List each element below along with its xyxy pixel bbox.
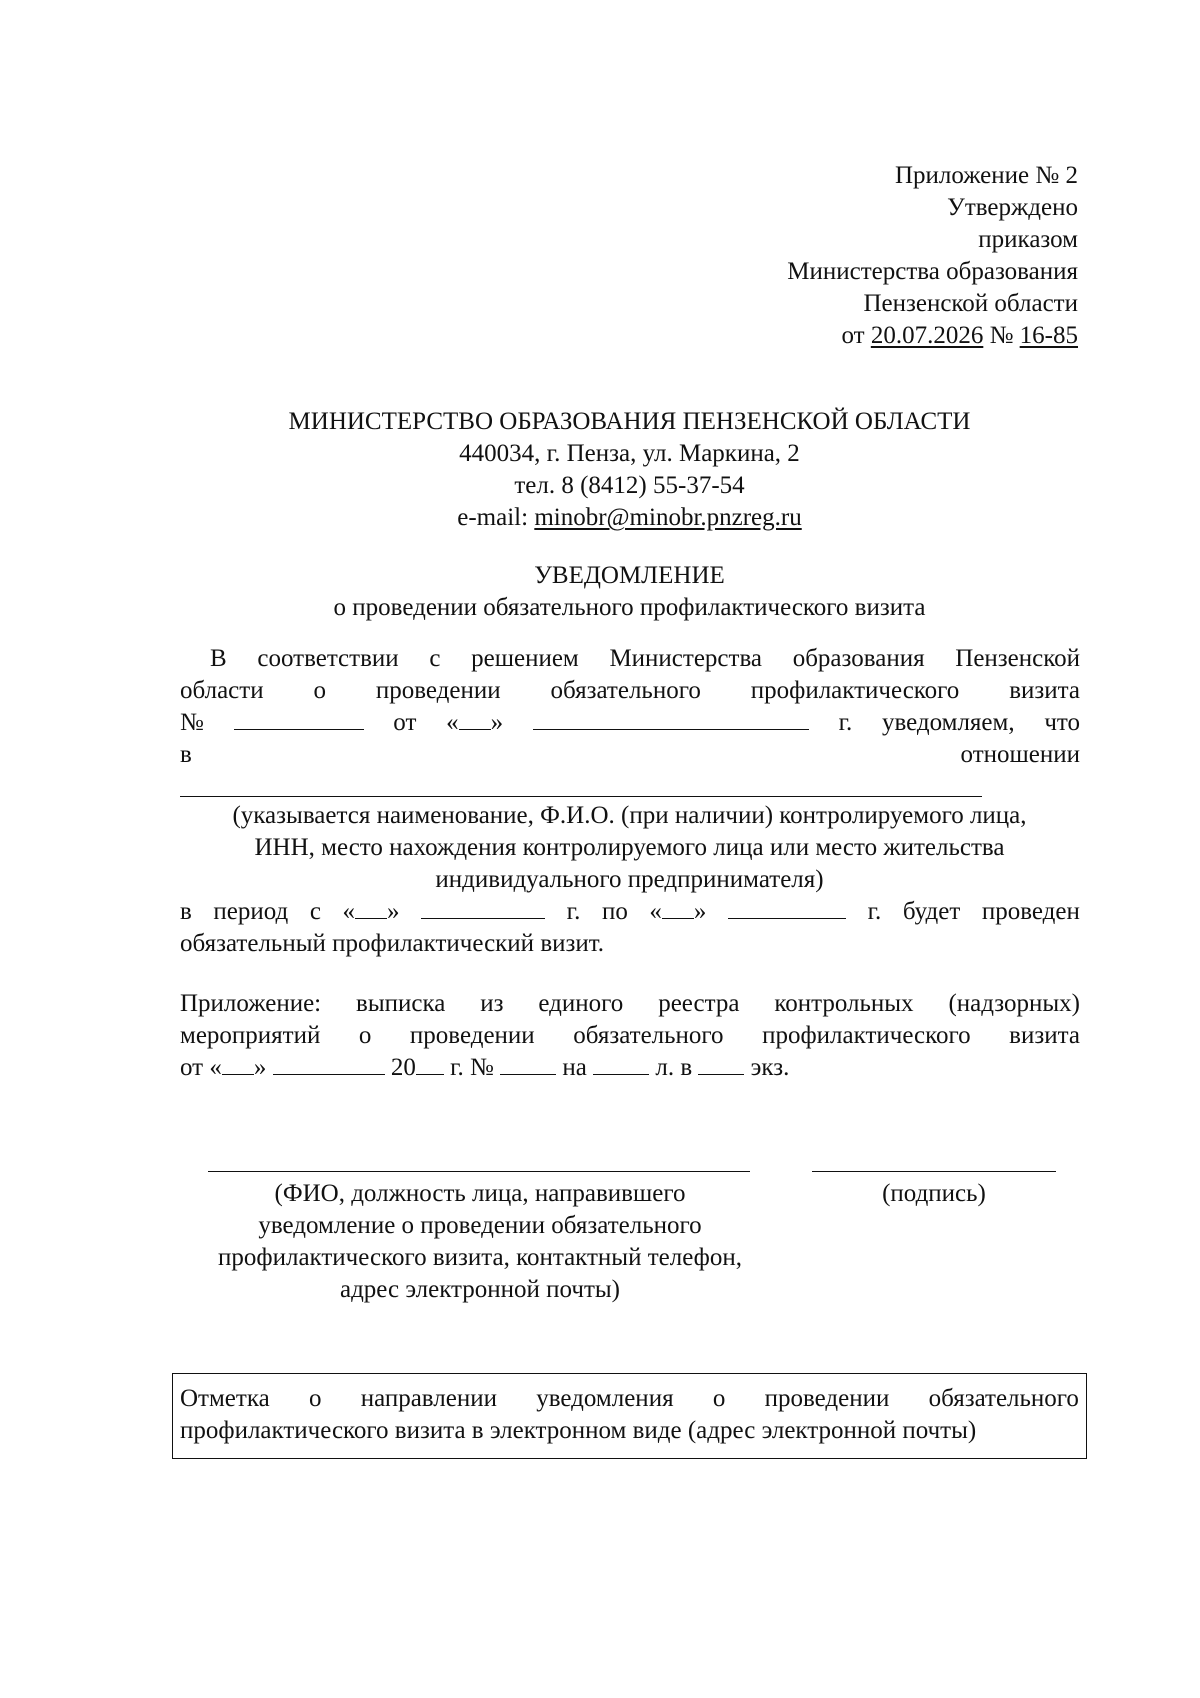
fio-caption (160, 1178, 800, 1306)
word: что (1044, 709, 1080, 736)
approval-order: приказом (978, 226, 1078, 253)
approval-number: 16-85 (1019, 322, 1078, 349)
start-month-blank[interactable] (421, 896, 545, 919)
word: на (562, 1054, 587, 1081)
controlled-person-blank[interactable] (180, 796, 982, 797)
decision-number-blank[interactable] (234, 707, 364, 730)
word: проведении (409, 1022, 535, 1049)
word: визита (1009, 677, 1080, 704)
word: г. (566, 898, 581, 925)
fio-caption-line: профилактического визита, контактный телефон, (218, 1244, 742, 1271)
word: Отметка (180, 1385, 270, 1412)
word: направлении (360, 1385, 497, 1412)
approval-date: 20.07.2026 (870, 322, 984, 349)
word: обязательного (928, 1385, 1079, 1412)
attachment-line-3 (180, 1052, 1080, 1084)
quote: « (342, 898, 356, 925)
word: г. (450, 1054, 464, 1081)
attachment-line-1 (180, 988, 1080, 1020)
decision-line-2 (180, 675, 1080, 707)
extract-year-blank[interactable] (416, 1052, 444, 1075)
extract-month-blank[interactable] (273, 1052, 385, 1075)
word: период (213, 898, 289, 925)
word: (надзорных) (948, 990, 1080, 1017)
word: л. в (655, 1054, 693, 1081)
word: в (180, 898, 192, 925)
word: проведен (981, 898, 1080, 925)
sheets-count-blank[interactable] (593, 1052, 649, 1075)
hint-line: (указывается наименование, Ф.И.О. (при наличии) контролируемого лица, (232, 802, 1027, 829)
month-blank[interactable] (533, 707, 809, 730)
word: образования (792, 645, 925, 672)
word: Пензенской (955, 645, 1080, 672)
notice-subtitle: о проведении обязательного профилактического визита (333, 594, 926, 621)
word: области (180, 677, 264, 704)
electronic-mark-text (180, 1383, 1079, 1447)
approval-from: от (841, 322, 865, 349)
word: Министерства (609, 645, 763, 672)
approval-ministry: Министерства образования (787, 258, 1078, 285)
decision-line-1 (180, 643, 1080, 675)
word: от (393, 709, 417, 736)
extract-day-blank[interactable] (222, 1052, 254, 1075)
word: визита (1009, 1022, 1080, 1049)
word: от (180, 1054, 204, 1081)
start-day-field (343, 896, 400, 928)
approval-block (600, 160, 1078, 352)
quote: » (693, 898, 707, 925)
period-paragraph (180, 896, 1080, 960)
notice-header (172, 560, 1087, 624)
controlled-person-hint (172, 800, 1087, 896)
quote: « (209, 1054, 222, 1081)
approval-num-sign: № (989, 322, 1014, 349)
quote: » (490, 709, 504, 736)
word: г. (867, 898, 882, 925)
signature-line[interactable] (812, 1171, 1056, 1172)
word: о (313, 677, 326, 704)
hint-line: ИНН, место нахождения контролируемого лица или место жительства (254, 834, 1005, 861)
word: мероприятий (180, 1022, 321, 1049)
word: в (180, 741, 192, 768)
mark-line-1 (180, 1383, 1079, 1415)
start-day-blank[interactable] (355, 896, 387, 919)
extract-number-blank[interactable] (500, 1052, 556, 1075)
word: из (480, 990, 504, 1017)
period-line-2: обязательный профилактический визит. (180, 930, 605, 957)
word: с (309, 898, 321, 925)
quote: » (253, 1054, 267, 1081)
org-header (172, 406, 1087, 534)
word: профилактического (750, 677, 960, 704)
approval-date-line (600, 320, 1078, 352)
word: о (308, 1385, 322, 1412)
org-name: МИНИСТЕРСТВО ОБРАЗОВАНИЯ ПЕНЗЕНСКОЙ ОБЛАСТИ (288, 408, 971, 435)
fio-caption-line: (ФИО, должность лица, направившего (274, 1180, 686, 1207)
word: Приложение: (180, 990, 322, 1017)
approval-appendix: Приложение № 2 (894, 162, 1078, 189)
word: В (210, 645, 227, 672)
fio-signature-line[interactable] (208, 1171, 750, 1172)
org-email-label: e-mail: (457, 504, 529, 531)
word: уведомления (536, 1385, 674, 1412)
word: профилактического (762, 1022, 971, 1049)
electronic-mark-box (172, 1373, 1087, 1459)
word: проведении (764, 1385, 890, 1412)
word: проведении (375, 677, 501, 704)
word: 20 (390, 1054, 416, 1081)
word: г. (838, 709, 853, 736)
day-field (446, 707, 503, 739)
attachment-line-2 (180, 1020, 1080, 1052)
word: отношении (960, 741, 1080, 768)
decision-line-4 (180, 739, 1080, 771)
end-day-field (649, 896, 706, 928)
word: о (358, 1022, 372, 1049)
org-email-link[interactable]: minobr@minobr.pnzreg.ru (534, 504, 802, 531)
mark-line-2: профилактического визита в электронном виде (адрес электронной почты) (180, 1417, 977, 1444)
period-line-1 (180, 896, 1080, 928)
word: обязательного (550, 677, 701, 704)
decision-line-3 (180, 707, 1080, 739)
end-month-blank[interactable] (728, 896, 846, 919)
word: выписка (356, 990, 446, 1017)
approval-approved: Утверждено (947, 194, 1078, 221)
word: реестра (658, 990, 740, 1017)
word: с (429, 645, 441, 672)
quote: « (649, 898, 662, 925)
hint-line: индивидуального предпринимателя) (435, 866, 824, 893)
quote: » (387, 898, 400, 925)
num-sign: № (470, 1054, 494, 1081)
notice-title: УВЕДОМЛЕНИЕ (534, 562, 725, 589)
word: будет (902, 898, 961, 925)
word: обязательного (573, 1022, 724, 1049)
copies-count-blank[interactable] (698, 1052, 744, 1075)
num-sign: № (180, 709, 204, 736)
approval-region: Пензенской области (863, 290, 1078, 317)
end-day-blank[interactable] (662, 896, 694, 919)
day-blank[interactable] (459, 707, 491, 730)
org-email-line (172, 502, 1087, 534)
word: по (601, 898, 628, 925)
word: о (712, 1385, 726, 1412)
attachment-paragraph (180, 988, 1080, 1084)
fio-caption-line: адрес электронной почты) (339, 1276, 621, 1303)
fio-caption-line: уведомление о проведении обязательного (258, 1212, 702, 1239)
quote: « (446, 709, 459, 736)
word: соответствии (257, 645, 399, 672)
word: экз. (750, 1054, 790, 1081)
word: единого (538, 990, 624, 1017)
org-phone: тел. 8 (8412) 55-37-54 (514, 472, 745, 499)
word: уведомляем, (881, 709, 1015, 736)
org-address: 440034, г. Пенза, ул. Маркина, 2 (459, 440, 800, 467)
decision-paragraph (180, 643, 1080, 771)
word: контрольных (774, 990, 914, 1017)
signature-caption: (подпись) (882, 1180, 986, 1207)
word: решением (471, 645, 579, 672)
